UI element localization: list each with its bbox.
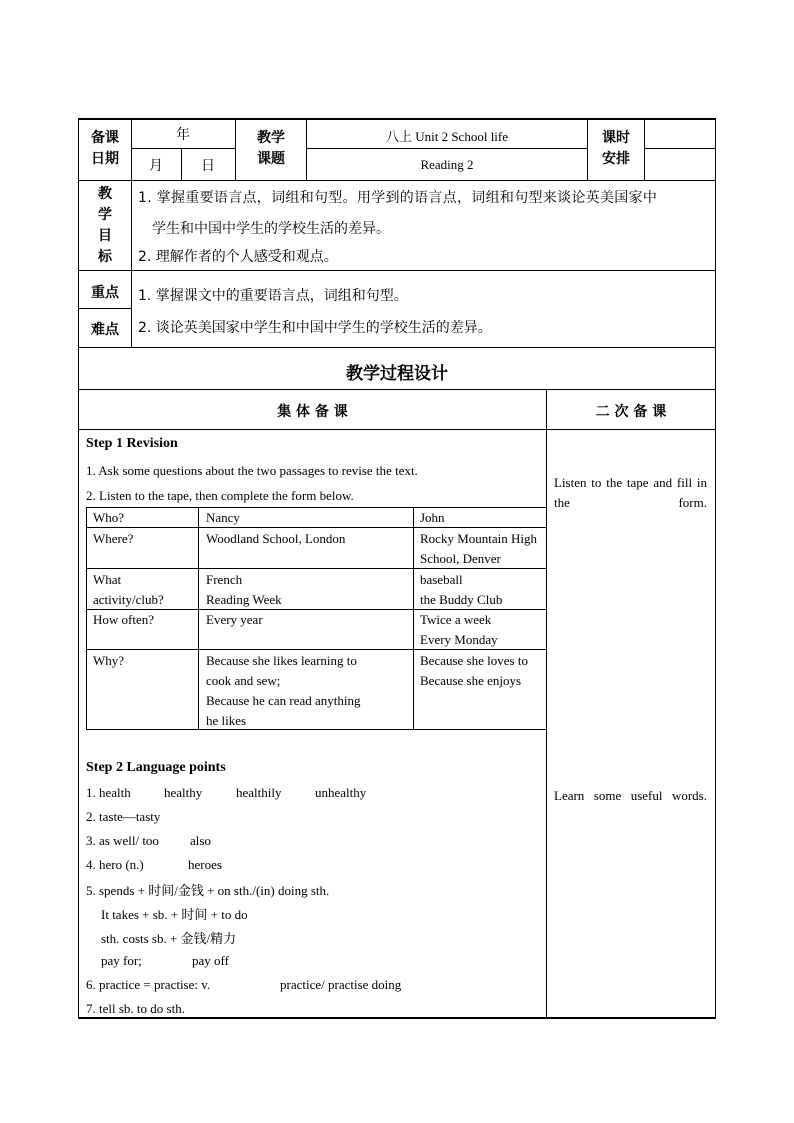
form-cell-what-1: What <box>93 572 122 587</box>
form-vline-2 <box>413 507 414 730</box>
form-cell-why: Why? <box>93 653 125 668</box>
difficult-points-text: 2. 谈论英美国家中学生和中国中学生的学校生活的差异。 <box>138 320 492 336</box>
topic-row-divider <box>306 148 587 149</box>
lp-item-1a: 1. health <box>86 785 131 800</box>
two-column-divider <box>546 389 547 1018</box>
goal-line-1: 1. 掌握重要语言点，词组和句型。用学到的语言点，词组和句型来谈论英美国家中 <box>138 190 658 206</box>
step1-line-1: 1. Ask some questions about the two passages to revise the text. <box>86 463 418 478</box>
form-cell-nancy-why-4: he likes <box>206 713 247 728</box>
lp-item-5: 5. spends + 时间/金钱 + on sth./(in) doing sth. <box>86 883 330 898</box>
schedule-label-divider <box>644 118 645 180</box>
lp-item-2: 2. taste—tasty <box>86 809 161 824</box>
lp-item-4b: heroes <box>188 857 222 872</box>
form-cell-how-often: How often? <box>93 612 155 627</box>
form-header-nancy: Nancy <box>206 510 240 525</box>
lp-item-5-payfor: pay for; <box>101 953 142 968</box>
column-titles-bottom-line <box>78 429 716 430</box>
form-cell-john-what-2: the Buddy Club <box>420 592 503 607</box>
form-cell-where: Where? <box>93 531 134 546</box>
table-right-border <box>715 118 716 1019</box>
goals-label: 教 学 目 标 <box>98 186 112 265</box>
lp-item-3b: also <box>190 833 211 848</box>
topic-subtitle: Reading 2 <box>420 157 474 172</box>
step2-title: Step 2 Language points <box>86 760 226 775</box>
form-cell-nancy-where: Woodland School, London <box>206 531 346 546</box>
form-cell-john-what-1: baseball <box>420 572 463 587</box>
lp-item-5-costs: sth. costs sb. + 金钱/精力 <box>101 931 237 946</box>
form-cell-john-often-2: Every Monday <box>420 632 498 647</box>
lp-item-6a: 6. practice = practise: v. <box>86 977 211 992</box>
step1-title: Step 1 Revision <box>86 436 178 451</box>
lp-item-6b: practice/ practise doing <box>280 977 402 992</box>
form-cell-john-why-1: Because she loves to <box>420 653 528 668</box>
key-points-label: 重点 <box>91 285 119 301</box>
lp-item-5-takes: It takes + sb. + 时间 + to do <box>101 907 248 922</box>
schedule-label: 课时 安排 <box>602 130 630 167</box>
column-right-title: 二 次 备 课 <box>595 404 667 420</box>
form-cell-what-2: activity/club? <box>93 592 164 607</box>
form-header-who: Who? <box>93 510 125 525</box>
form-cell-nancy-often: Every year <box>206 612 263 627</box>
form-header-john: John <box>420 510 445 525</box>
step2-note: Learn some useful words. <box>554 788 707 803</box>
lp-item-5-payoff: pay off <box>192 953 229 968</box>
month-label: 月 <box>149 158 163 174</box>
lp-item-1c: healthily <box>236 785 282 800</box>
form-cell-nancy-what-2: Reading Week <box>206 592 282 607</box>
form-cell-nancy-why-3: Because he can read anything <box>206 693 361 708</box>
column-left-title: 集 体 备 课 <box>277 404 348 420</box>
table-bottom-border <box>78 1017 716 1019</box>
points-bottom-line <box>78 347 716 348</box>
topic-title: 八上 Unit 2 School life <box>385 129 509 144</box>
date-label: 备课 日期 <box>91 130 119 167</box>
process-title-bottom-line <box>78 389 716 390</box>
form-cell-nancy-why-1: Because she likes learning to <box>206 653 357 668</box>
lp-item-1d: unhealthy <box>315 785 367 800</box>
form-vline-1 <box>198 507 199 730</box>
schedule-row-divider <box>644 148 715 149</box>
difficult-points-label: 难点 <box>91 322 119 338</box>
keypoint-label-divider <box>78 308 132 309</box>
year-label: 年 <box>176 127 190 143</box>
form-cell-john-where-2: School, Denver <box>420 551 501 566</box>
year-row-divider <box>131 148 235 149</box>
label-col-divider <box>131 118 132 347</box>
lp-item-1b: healthy <box>164 785 203 800</box>
form-cell-john-where-1: Rocky Mountain High <box>420 531 537 546</box>
lp-item-7: 7. tell sb. to do sth. <box>86 1001 185 1016</box>
form-cell-john-often-1: Twice a week <box>420 612 492 627</box>
header-bottom-line <box>78 180 716 181</box>
form-cell-nancy-why-2: cook and sew; <box>206 673 281 688</box>
process-title: 教学过程设计 <box>346 364 448 384</box>
step1-note: Listen to the tape and fill in the form. <box>554 475 707 510</box>
lp-item-4a: 4. hero (n.) <box>86 857 144 872</box>
form-vline-left <box>86 507 87 730</box>
lp-item-3a: 3. as well/ too <box>86 833 159 848</box>
key-points-text: 1. 掌握课文中的重要语言点，词组和句型。 <box>138 288 408 304</box>
goals-bottom-line <box>78 270 716 271</box>
form-cell-john-why-2: Because she enjoys <box>420 673 522 688</box>
topic-label: 教学 课题 <box>257 130 285 167</box>
goal-line-3: 2. 理解作者的个人感受和观点。 <box>138 249 338 265</box>
table-top-border <box>78 118 716 120</box>
day-label: 日 <box>201 158 215 174</box>
goal-line-2: 学生和中国中学生的学校生活的差异。 <box>152 221 390 237</box>
step1-line-2: 2. Listen to the tape, then complete the form below. <box>86 488 354 503</box>
form-cell-nancy-what-1: French <box>206 572 243 587</box>
